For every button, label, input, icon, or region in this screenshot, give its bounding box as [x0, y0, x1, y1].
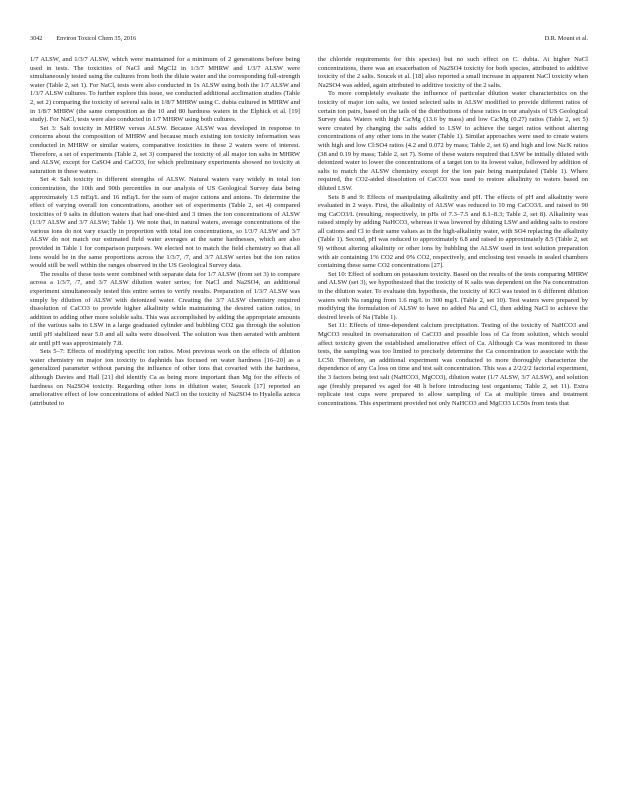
paragraph: Set 10: Effect of sodium on potassium toxicity. Based on the results of the tests comparing MHRW and ALSW (set 3), we hypothesized that the toxicity of K salts was dependent on the Na concentration in the dilution water. To evaluate this hypothesis, the toxicity of KCl was tested in 6 different dilution waters with Na ranging from 1.6 mg/L to 300 mg/L (Table 2, set 10). Test waters were prepared by modifying the formulation of ALSW to have no added Na and Cl, then adding NaCl to achieve the desired levels of Na (Table 1).: [318, 270, 588, 321]
header-authors: D.R. Mount et al.: [544, 35, 588, 42]
paragraph: 1/7 ALSW, and 1/3/7 ALSW, which were maintained for a minimum of 2 generations before being used in tests. The toxicities of NaCl and MgCl2 in 1/3/7 MHRW and 1/3/7 ALSW were simultaneously tested using the cultures from both the dilute water and the corresponding full-strength water (Table 2, set 1). For NaCl, tests were also conducted in 1x ALSW using both the 1/7 ALSW and 1/3/7 ALSW cultures. To further explore this issue, we conducted additional acclimation studies (Table 2, set 2) comparing the toxicity of several salts in 1/8/7 MHRW using C. dubia cultured in MHRW and in 1/8/7 MHRW (the same composition as the 10 and 80 hardness waters in the Elphick et al. [19] study). For NaCl, tests were also conducted in 1/7 MHRW using both cultures.: [30, 56, 300, 124]
paragraph: The results of these tests were combined with separate data for 1/7 ALSW (from set 3) to compare across a 1/3/7, /7, and 3/7 ALSW dilution water series; for NaCl and Na2SO4, an additional experiment simultaneously tested this entire series to verify results. Preparation of 1/3/7 ALSW was simply by dilution of ALSW with deionized water. Creating the 3/7 ALSW chemistry required dissolution of CaCO3 to provide higher alkalinity while maintaining the desired cation ratios, in addition to adding other more soluble salts. This was accomplished by adding the appropriate amounts of the various salts to LSW in a large graduated cylinder and bubbling CO2 gas through the solution until pH stabilized near 5.0 and all salts were dissolved. The solution was then aerated with ambient air until pH was approximately 7.8.: [30, 270, 300, 347]
paragraph: Sets 5–7: Effects of modifying specific ion ratios. Most previous work on the effects of dilution water chemistry on major ion toxicity to daphnids has focused on water hardness [16–20] as a generalized parameter without parsing the influence of other ions that covaried with the hardness, although Davies and Hall [21] did identify Ca as being more important than Mg for the effects of hardness on Na2SO4 toxicity. Regarding other ions in dilution water, Soucek [17] reported an ameliorative effect of low concentrations of added NaCl on the toxicity of Na2SO4 to Hyalella azteca (attributed to: [30, 348, 300, 407]
left-column: [30, 56, 300, 776]
running-header: [30, 35, 588, 47]
paragraph: Set 11: Effects of time-dependent calcium precipitation. Testing of the toxicity of NaHCO3 and MgCO3 resulted in oversaturation of CaCO3 and possible loss of Ca from solution, which would affect toxicity given the established ameliorative effect of Ca. Although Ca was monitored in these tests, the sampling was too limited to precisely determine the Ca concentration to associate with the LC50. Therefore, an additional experiment was conducted to more thoroughly characterize the dependence of any Ca loss on time and test salt concentration. This was a 2/2/2/2 factorial experiment, the 3 factors being test salt (NaHCO3, MgCO3), dilution water (1/7 ALSW, 3/7 ALSW), and solution age (freshly prepared vs aged for 48 h before introducing test organisms; Table 2, set 11). Extra replicate test cups were prepared to allow sampling of Ca at multiple times and treatment concentrations. This experiment provided not only NaHCO3 and MgCO3 LC50s from tests that: [318, 322, 588, 407]
page-number: 3042: [30, 35, 43, 42]
header-left: [30, 35, 136, 42]
right-column: [318, 56, 588, 776]
journal-citation: Environ Toxicol Chem 35, 2016: [56, 35, 137, 42]
paragraph: Set 3: Salt toxicity in MHRW versus ALSW. Because ALSW was developed in response to concerns about the composition of MHRW and because much existing ion toxicity information was conducted in MHRW or similar waters, comparative toxicities in these 2 waters were of interest. Therefore, a set of experiments (Table 2, set 3) compared the toxicity of all major ion salts in MHRW and ALSW, except for CaSO4 and CaCO3, for which preliminary experiments showed no toxicity at saturation in these waters.: [30, 124, 300, 175]
paragraph: Sets 8 and 9: Effects of manipulating alkalinity and pH. The effects of pH and alkalinity were evaluated in 2 ways. First, the alkalinity of ALSW was reduced to 10 mg CaCO3/L and raised to 90 mg CaCO3/L (resulting, respectively, in pHs of 7.3–7.5 and 8.1–8.3; Table 2, set 8). Alkalinity was raised simply by adding NaHCO3, whereas it was lowered by diluting LSW and adding salts to restore all cations and Cl to their same values as in the high-alkalinity water, with SO4 replacing the alkalinity (Table 1). Second, pH was reduced to approximately 6.8 and raised to approximately 8.5 (Table 2, set 9) without altering alkalinity or other ions by bubbling the ALSW used in test solution preparation with air containing 1% CO2 and 0% CO2, respectively, and enclosing test vessels in sealed chambers containing these same CO2 concentrations [27].: [318, 193, 588, 270]
paragraph: Set 4: Salt toxicity in different strengths of ALSW. Natural waters vary widely in total ion concentration, the 10th and 90th percentiles in our analysis of US Geological Survey data being approximately 1.5 mEq/L and 16 mEq/L for the sum of major cations and anions. To determine the effect of varying overall ion concentrations, another set of experiments (Table 2, set 4) compared toxicities of 9 salts in dilution waters that had one-third and 3 times the ion concentrations of ALSW (1/3/7 ALSW and 3/7 ALSW; Table 1). We note that, in natural waters, average concentrations of the various ions do not vary exactly in proportion with total ion concentrations, so 1/3/7 ALSW and 3/7 ALSW do not match our estimated field water averages at the same hardnesses, which are also provided in Table 1 for comparison purposes. We elected not to match the field chemistry so that all ions would be in the same proportions across the 1/3/7, /7, and 3/7 ALSW series but the ion ratios would still be well within the ranges observed in the US Geological Survey data.: [30, 176, 300, 270]
paragraph: To more completely evaluate the influence of particular dilution water characteristics on the toxicity of major ion salts, we tested selected salts in ALSW modified to provide different ratios of certain ion pairs, based on the tails of the distributions of these ratios in our analysis of US Geological Survey data. Waters with high Ca:Mg (13.6 by mass) and low Ca:Mg (0.27) ratios (Table 2, set 5) were created by changing the salts added to LSW to achieve the target ratios without altering concentrations of any other ions in the water (Table 1). Similar approaches were used to create waters with high and low Cl:SO4 ratios (4.2 and 0.072 by mass; Table 2, set 6) and high and low Na:K ratios (38 and 0.19 by mass; Table 2, set 7). Some of these waters required that LSW be initially diluted with deionized water to lower the concentrations of a target ion to its lowest value, followed by addition of salts to match the ALSW chemistry except for the ion pair being manipulated (Table 1). Where required, the CO2-aided dissolution of CaCO3 was used to restore alkalinity to waters based on diluted LSW.: [318, 90, 588, 192]
paragraph: the chloride requirements for this species) but no such effect on C. dubia. At higher NaCl concentrations, there was an exacerbation of Na2SO4 toxicity for both species, attributed to additive toxicity of the 2 salts. Soucek et al. [18] also reported a small increase in apparent NaCl toxicity when Na2SO4 was added, again attributed to additive toxicity of the 2 salts.: [318, 56, 588, 89]
